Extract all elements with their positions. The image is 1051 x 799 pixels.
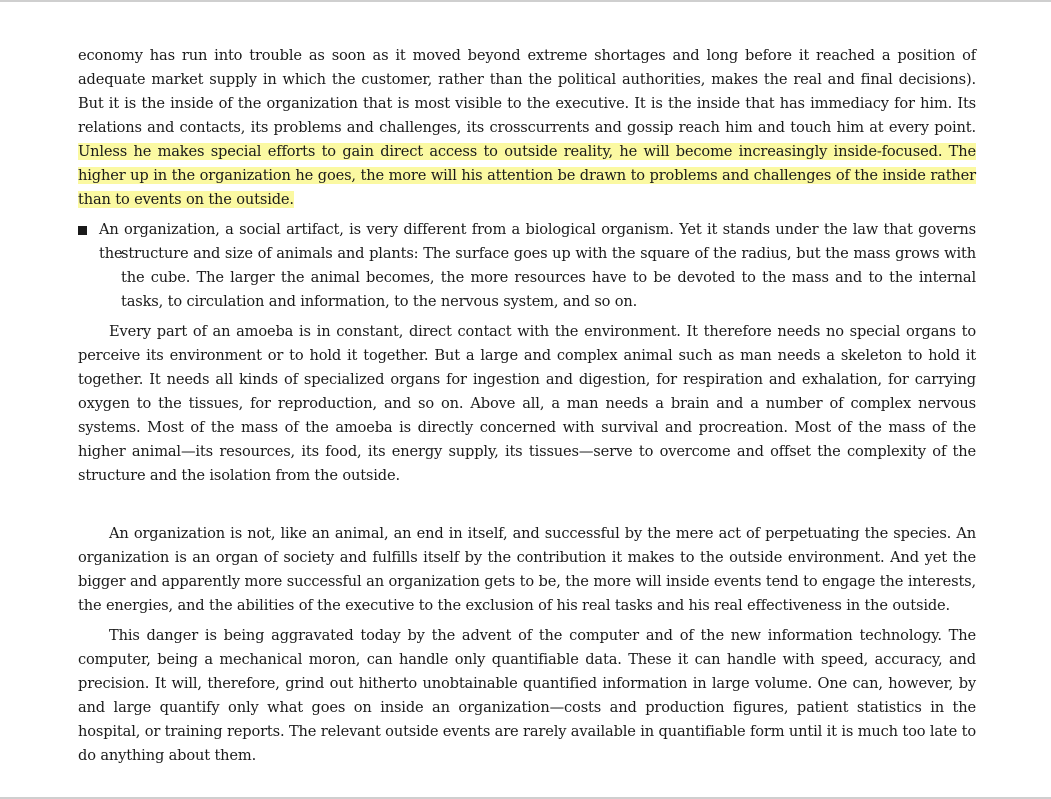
paragraph-amoeba: Every part of an amoeba is in constant, direct contact with the environment. It therefore needs no special organs to perceive its environment or to hold it together. But a large and complex animal such as man needs a skeleton to hold it together. It needs all kinds of specialized organs for ingestion and digestion, for respiration and exhalation, for carrying oxygen to the tissues, for reproduction, and so on. Above all, a man needs a brain and a number of complex nervous systems. Most of the mass of the amoeba is directly concerned with survival and procreation. Most of the mass of the higher animal—its resources, its food, its energy supply, its tissues—serve to overcome and offset the complexity of the structure and the isolation from the outside.	[78, 323, 976, 484]
document-body	[78, 44, 976, 768]
bullet-lead-text: An organization, a social artifact, is very different from a biological organism. Yet it stands under the law that governs the	[99, 221, 976, 262]
paragraph-computer: This danger is being aggravated today by the advent of the computer and of the new information technology. The computer, being a mechanical moron, can handle only quantifiable data. These it can handle with speed, accuracy, and precision. It will, therefore, grind out hitherto unobtainable quantified information in large volume. One can, however, by and large quantify only what goes on inside an organization—costs and production figures, patient statistics in the hospital, or training reports. The relevant outside events are rarely available in quantifiable form until it is much too late to do anything about them.	[78, 627, 976, 764]
bullet-continuation-text: structure and size of animals and plants: The surface goes up with the square of the radius, but the mass grows with the cube. The larger the animal becomes, the more resources have to be devoted to the mass and to the internal tasks, to circulation and information, to the nervous system, and so on.	[121, 245, 976, 310]
bullet-square-icon	[78, 226, 87, 235]
highlighted-passage[interactable]: Unless he makes special efforts to gain direct access to outside reality, he will become increasingly inside-focused. The higher up in the organization he goes, the more will his attention be drawn to problems and challenges of the inside rather than to events on the outside.	[78, 143, 976, 208]
paragraph-text: economy has run into trouble as soon as it moved beyond extreme shortages and long before it reached a position of adequate market supply in which the customer, rather than the political authorities, makes the real and final decisions). But it is the inside of the organization that is most visible to the executive. It is the inside that has immediacy for him. Its relations and contacts, its problems and challenges, its crosscurrents and gossip reach him and touch him at every point.	[78, 47, 976, 136]
paragraph-organ-of-society: An organization is not, like an animal, an end in itself, and successful by the mere act of perpetuating the species. An organization is an organ of society and fulfills itself by the contribution it makes to the outside environment. And yet the bigger and apparently more successful an organization gets to be, the more will inside events tend to engage the interests, the energies, and the abilities of the executive to the exclusion of his real tasks and his real effectiveness in the outside.	[78, 525, 976, 614]
paragraph-inside-focus	[78, 44, 976, 212]
bullet-item-organization-law	[78, 218, 976, 314]
